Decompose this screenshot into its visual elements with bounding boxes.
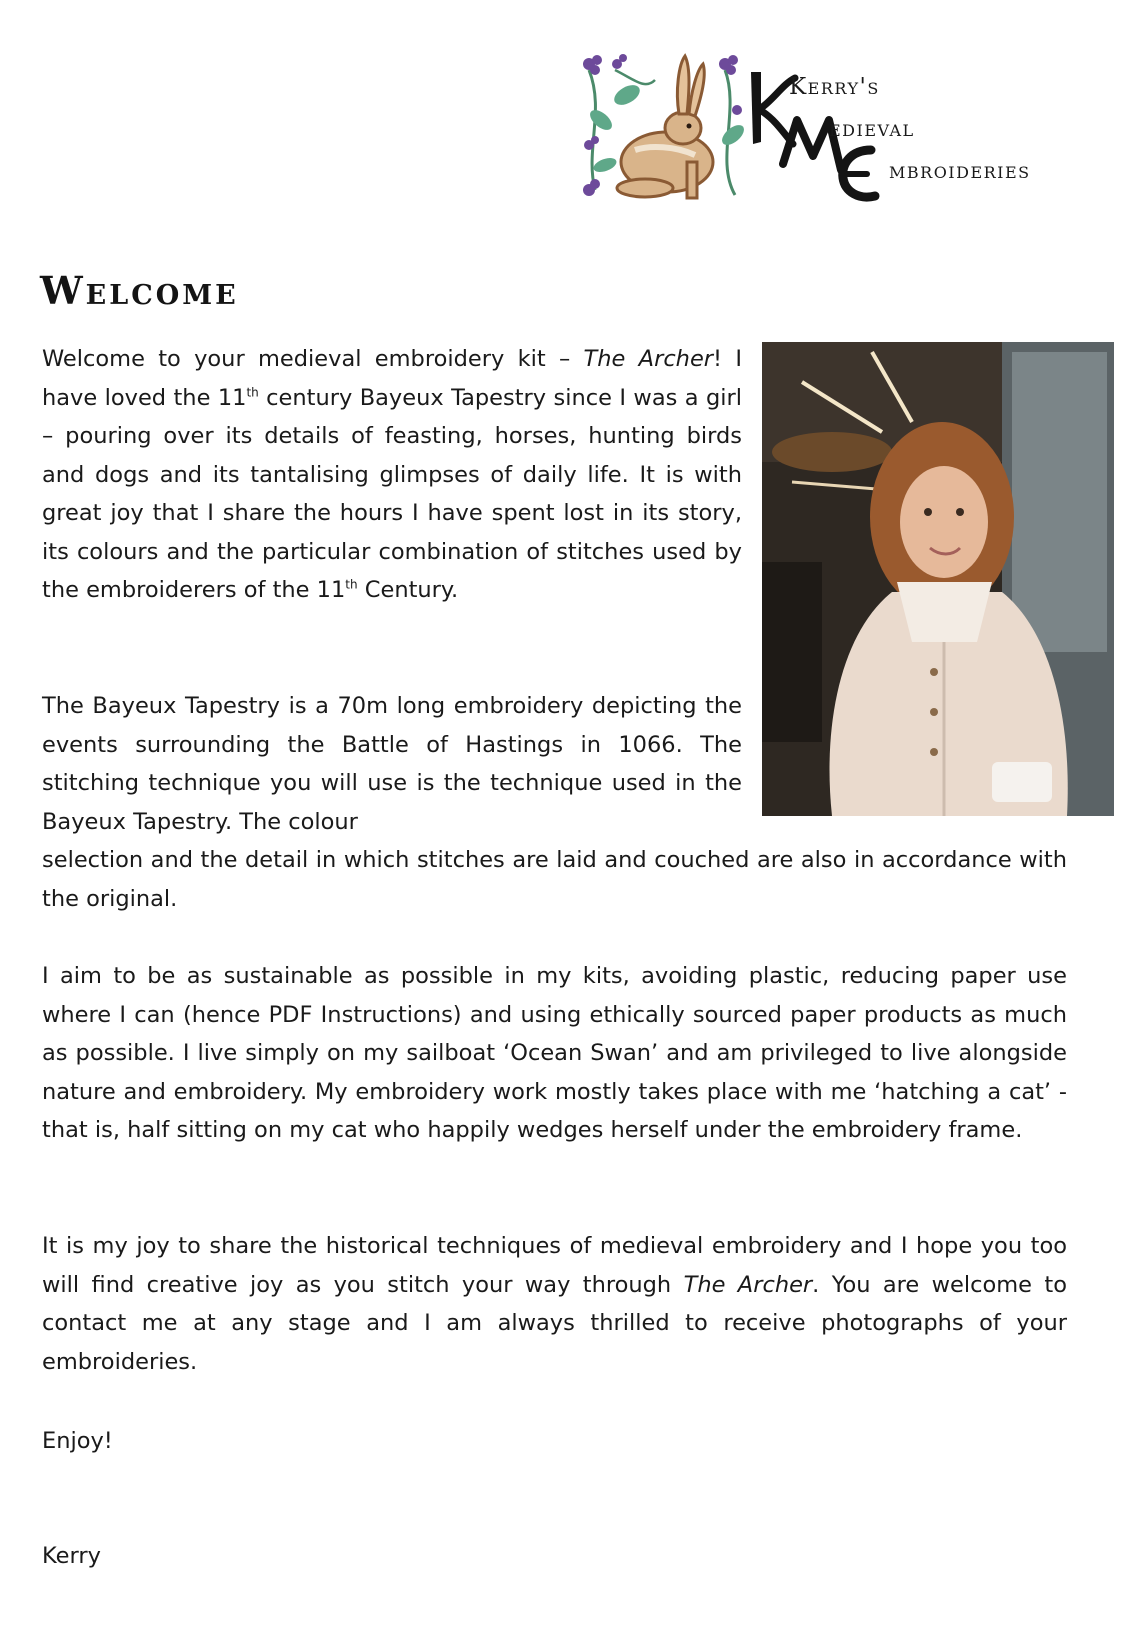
brand-logo [575,50,1075,210]
sustainability-paragraph: I aim to be as sustainable as possible in my kits, avoiding plastic, reducing paper use where I can (hence PDF Instructions) and using ethically sourced paper products as much as possible. I live simply on my sailboat ‘Ocean Swan’ and am privileged to live alongside nature and embroidery. My embroidery work mostly takes place with me ‘hatching a cat’ - that is, half sitting on my cat who happily wedges herself under the embroidery frame. [42,963,1067,1143]
signature-name: Kerry [42,1543,101,1569]
hare-and-violets-icon [575,50,755,210]
page-title: Welcome [40,268,239,313]
sign-off: Enjoy! [42,1428,113,1454]
logo-text-kerrys: Kerry's [789,74,880,100]
logo-text-embroideries: mbroideries [889,158,1031,184]
closing-paragraph: It is my joy to share the historical techniques of medieval embroidery and I hope you too will find creative joy as you stitch your way through The Archer. You are welcome to contact me at any stage and I am always thrilled to receive photographs of your embroideries. [42,1233,1067,1375]
logo-text-medieval: edieval [829,116,915,142]
bayeux-paragraph: The Bayeux Tapestry is a 70m long embroidery depicting the events surrounding the Battle of Hastings in 1066. The stitching technique you will use is the technique used in the Bayeux Tapestry. The colour selection and the detail in which stitches are laid and couched are also in accordance with the original. [42,693,1067,912]
intro-paragraph: Welcome to your medieval embroidery kit – The Archer! I have loved the 11th century Bayeux Tapestry since I was a girl – pouring over its details of feasting, horses, hunting birds and dogs and its tantalising glimpses of daily life. It is with great joy that I share the hours I have spent lost in its story, its colours and the particular combination of stitches used by the embroiderers of the 11th Century. [42,346,742,603]
